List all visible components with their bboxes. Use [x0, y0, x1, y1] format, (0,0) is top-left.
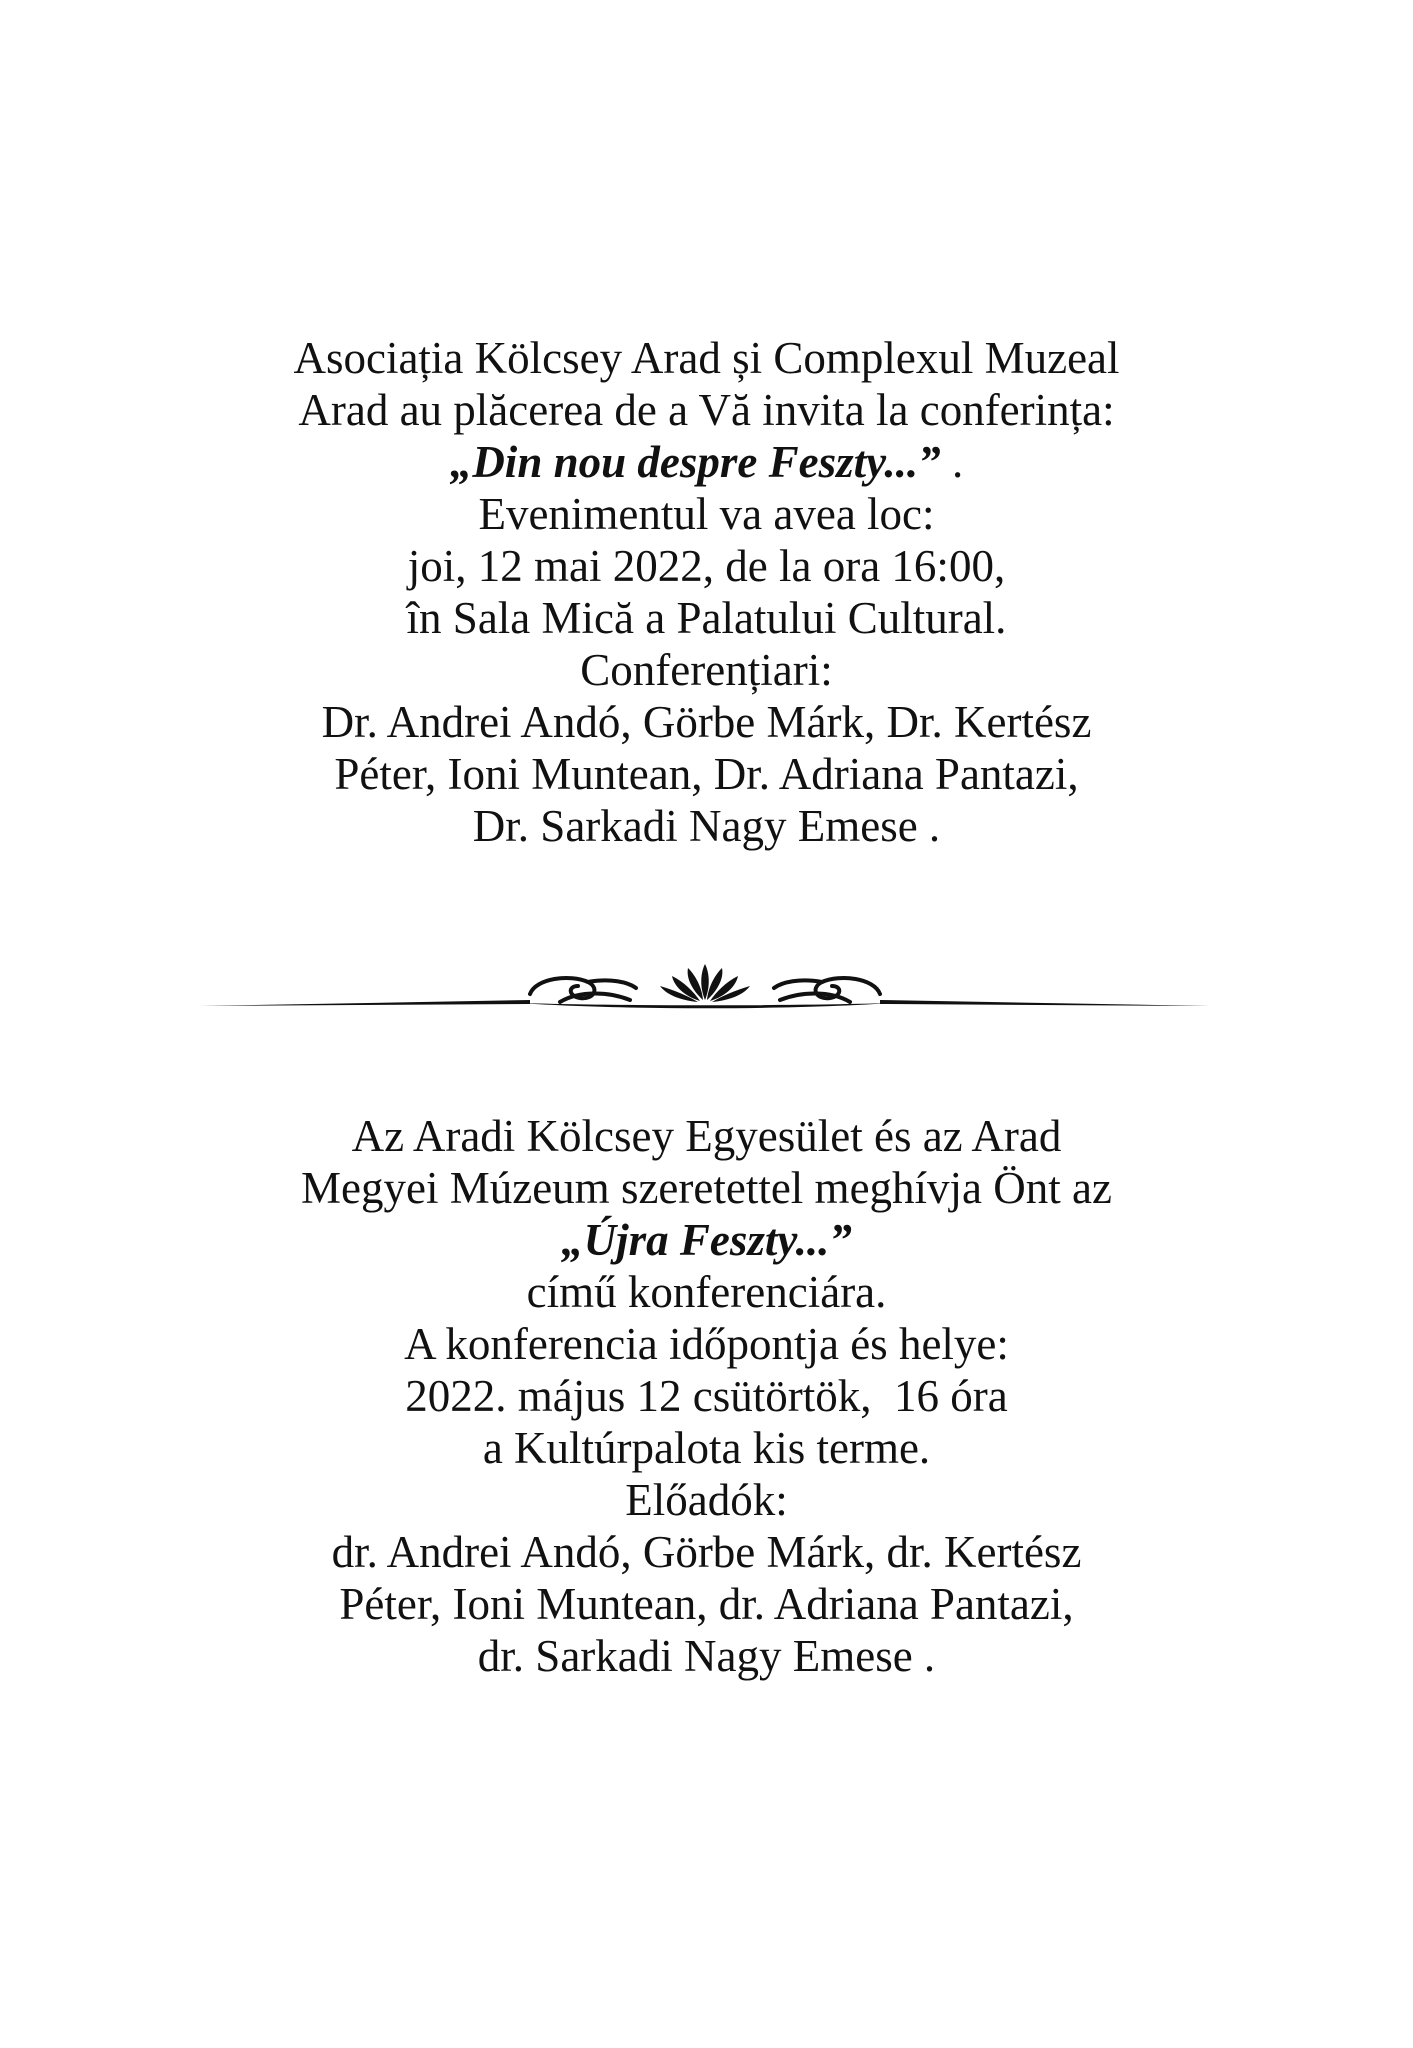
- hu-line-2: Megyei Múzeum szeretettel meghívja Önt az: [301, 1163, 1112, 1213]
- ro-line-9: Péter, Ioni Muntean, Dr. Adriana Pantazi,: [334, 749, 1079, 799]
- ro-line-4: Evenimentul va avea loc:: [478, 489, 935, 539]
- ro-title-line: [0, 436, 1413, 488]
- hungarian-invitation: [0, 1110, 1413, 1682]
- ro-conference-title: „Din nou despre Feszty...”: [449, 437, 941, 487]
- divider-left-line: [200, 1000, 530, 1006]
- ro-line-8: Dr. Andrei Andó, Görbe Márk, Dr. Kertész: [321, 697, 1092, 747]
- hu-line-8: Előadók:: [625, 1475, 788, 1525]
- hu-line-9: dr. Andrei Andó, Görbe Márk, dr. Kertész: [331, 1527, 1082, 1577]
- hu-line-5: A konferencia időpontja és helye:: [404, 1319, 1009, 1369]
- ro-line-1: Asociația Kölcsey Arad și Complexul Muzeal: [293, 333, 1120, 383]
- ro-line-5: joi, 12 mai 2022, de la ora 16:00,: [407, 541, 1006, 591]
- hu-line-1: Az Aradi Kölcsey Egyesület és az Arad: [351, 1111, 1062, 1161]
- ornamental-flourish-divider-icon: [200, 960, 1210, 1016]
- divider-center-base: [520, 1003, 890, 1008]
- romanian-invitation: [0, 332, 1413, 852]
- ro-line-7: Conferențiari:: [580, 645, 833, 695]
- ro-title-suffix: .: [940, 437, 964, 487]
- hu-line-10: Péter, Ioni Muntean, dr. Adriana Pantazi,: [339, 1579, 1074, 1629]
- hu-line-6: 2022. május 12 csütörtök, 16 óra: [405, 1371, 1008, 1421]
- ro-line-6: în Sala Mică a Palatului Cultural.: [406, 593, 1007, 643]
- divider-left-scroll: [530, 978, 636, 1002]
- ro-line-2: Arad au plăcerea de a Vă invita la conferința:: [298, 385, 1115, 435]
- hu-line-11: dr. Sarkadi Nagy Emese .: [477, 1631, 936, 1681]
- hu-conference-title: „Újra Feszty...”: [561, 1215, 852, 1265]
- hu-line-4: című konferenciára.: [526, 1267, 887, 1317]
- ro-line-10: Dr. Sarkadi Nagy Emese .: [472, 801, 941, 851]
- divider-right-scroll: [774, 978, 880, 1002]
- divider-right-line: [880, 1000, 1210, 1006]
- divider-center-fan: [660, 964, 750, 1002]
- hu-line-7: a Kultúrpalota kis terme.: [482, 1423, 931, 1473]
